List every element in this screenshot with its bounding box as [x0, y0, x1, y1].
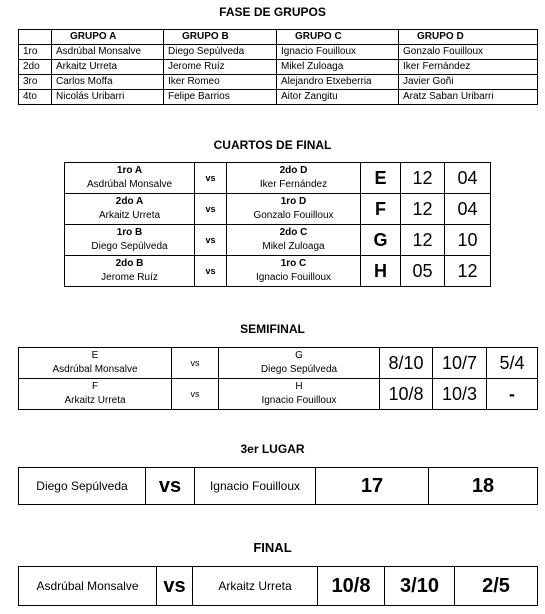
away-player: Diego Sepúlveda	[260, 364, 338, 375]
score-cell: 05	[401, 256, 445, 287]
vs-label: vs	[195, 194, 227, 225]
home-player: Asdrúbal Monsalve	[19, 567, 157, 606]
match-row	[19, 468, 538, 505]
away-player: Arkaitz Urreta	[193, 567, 318, 606]
vs-label: vs	[195, 225, 227, 256]
score-cell: 12	[401, 194, 445, 225]
away-player: Ignacio Fouilloux	[261, 395, 337, 406]
away-cell	[227, 163, 361, 194]
score-cell: 3/10	[385, 567, 455, 606]
groups-header-cell: GRUPO A	[52, 30, 164, 45]
away-player: Ignacio Fouilloux	[255, 272, 332, 283]
match-label: H	[361, 256, 401, 287]
home-cell	[19, 379, 172, 410]
groups-table	[18, 29, 538, 105]
vs-label: vs	[157, 567, 193, 606]
third-place-title: 3er LUGAR	[240, 442, 305, 456]
away-player: Gonzalo Fouilloux	[253, 210, 334, 221]
position-cell: 3ro	[19, 75, 52, 90]
match-row	[65, 194, 491, 225]
player-cell: Diego Sepúlveda	[164, 45, 277, 60]
player-cell: Arkaitz Urreta	[52, 60, 164, 75]
match-label: F	[361, 194, 401, 225]
home-cell	[65, 194, 195, 225]
match-row	[65, 256, 491, 287]
semifinals-title: SEMIFINAL	[240, 322, 305, 336]
home-cell	[65, 256, 195, 287]
final-table	[18, 566, 538, 606]
home-cell	[19, 348, 172, 379]
position-cell: 2do	[19, 60, 52, 75]
away-cell	[227, 256, 361, 287]
home-player: Diego Sepúlveda	[91, 241, 168, 252]
away-player: Ignacio Fouilloux	[195, 468, 316, 505]
vs-label: vs	[172, 348, 219, 379]
player-cell: Asdrúbal Monsalve	[52, 45, 164, 60]
player-cell: Ignacio Fouilloux	[277, 45, 399, 60]
away-seed: 2do D	[279, 165, 308, 176]
score-cell: 04	[445, 194, 491, 225]
score-cell: 8/10	[380, 348, 433, 379]
player-cell: Nicolás Uribarri	[52, 90, 164, 105]
home-cell	[65, 225, 195, 256]
player-cell: Mikel Zuloaga	[277, 60, 399, 75]
groups-header-cell: GRUPO C	[277, 30, 399, 45]
player-cell: Felipe Barrios	[164, 90, 277, 105]
groups-header-cell: GRUPO B	[164, 30, 277, 45]
home-seed: E	[91, 350, 99, 361]
match-row	[19, 348, 538, 379]
away-seed: G	[295, 350, 303, 361]
away-cell	[227, 225, 361, 256]
score-cell: 10/8	[318, 567, 385, 606]
player-cell: Gonzalo Fouilloux	[399, 45, 538, 60]
away-cell	[227, 194, 361, 225]
player-cell: Javier Goñi	[399, 75, 538, 90]
third-place-table	[18, 467, 538, 505]
player-cell: Aratz Saban Uribarri	[399, 90, 538, 105]
match-row	[19, 567, 538, 606]
semifinals-table	[18, 347, 538, 410]
away-cell	[219, 348, 380, 379]
match-label: E	[361, 163, 401, 194]
groups-stage-title: FASE DE GRUPOS	[219, 5, 326, 19]
away-seed: H	[295, 381, 303, 392]
groups-header-cell	[19, 30, 52, 45]
vs-label: vs	[195, 256, 227, 287]
final-title: FINAL	[253, 540, 292, 555]
quarterfinals-title: CUARTOS DE FINAL	[213, 138, 332, 152]
home-seed: F	[91, 381, 99, 392]
home-player: Asdrúbal Monsalve	[52, 364, 138, 375]
vs-label: vs	[195, 163, 227, 194]
player-cell: Iker Romeo	[164, 75, 277, 90]
score-cell: 17	[316, 468, 429, 505]
score-cell: 2/5	[455, 567, 538, 606]
score-cell: 04	[445, 163, 491, 194]
player-cell: Carlos Moffa	[52, 75, 164, 90]
away-seed: 1ro D	[280, 196, 307, 207]
home-seed: 1ro B	[116, 227, 143, 238]
score-cell: 12	[401, 225, 445, 256]
table-row	[19, 45, 538, 60]
score-cell: 12	[401, 163, 445, 194]
home-player: Jerome Ruíz	[101, 272, 158, 283]
position-cell: 1ro	[19, 45, 52, 60]
player-cell: Jerome Ruíz	[164, 60, 277, 75]
home-player: Diego Sepúlveda	[19, 468, 146, 505]
score-cell: 10/8	[380, 379, 433, 410]
away-seed: 2do C	[279, 227, 308, 238]
away-cell	[219, 379, 380, 410]
away-seed: 1ro C	[280, 258, 307, 269]
match-row	[65, 225, 491, 256]
away-player: Iker Fernández	[259, 179, 328, 190]
score-cell: 18	[429, 468, 538, 505]
score-cell: 10/7	[433, 348, 487, 379]
score-cell: -	[487, 379, 538, 410]
away-player: Mikel Zuloaga	[262, 241, 325, 252]
groups-header-cell: GRUPO D	[399, 30, 538, 45]
home-seed: 2do A	[115, 196, 144, 207]
player-cell: Alejandro Etxeberria	[277, 75, 399, 90]
score-cell: 10	[445, 225, 491, 256]
score-cell: 10/3	[433, 379, 487, 410]
player-cell: Iker Fernández	[399, 60, 538, 75]
home-player: Arkaitz Urreta	[98, 210, 161, 221]
table-row	[19, 90, 538, 105]
score-cell: 5/4	[487, 348, 538, 379]
position-cell: 4to	[19, 90, 52, 105]
home-player: Arkaitz Urreta	[64, 395, 126, 406]
groups-header-row	[19, 30, 538, 45]
player-cell: Aitor Zangitu	[277, 90, 399, 105]
vs-label: vs	[172, 379, 219, 410]
home-player: Asdrúbal Monsalve	[86, 179, 173, 190]
table-row	[19, 60, 538, 75]
table-row	[19, 75, 538, 90]
vs-label: vs	[146, 468, 195, 505]
home-seed: 1ro A	[116, 165, 143, 176]
score-cell: 12	[445, 256, 491, 287]
home-seed: 2do B	[115, 258, 144, 269]
match-label: G	[361, 225, 401, 256]
match-row	[19, 379, 538, 410]
quarterfinals-table	[64, 162, 491, 287]
home-cell	[65, 163, 195, 194]
match-row	[65, 163, 491, 194]
